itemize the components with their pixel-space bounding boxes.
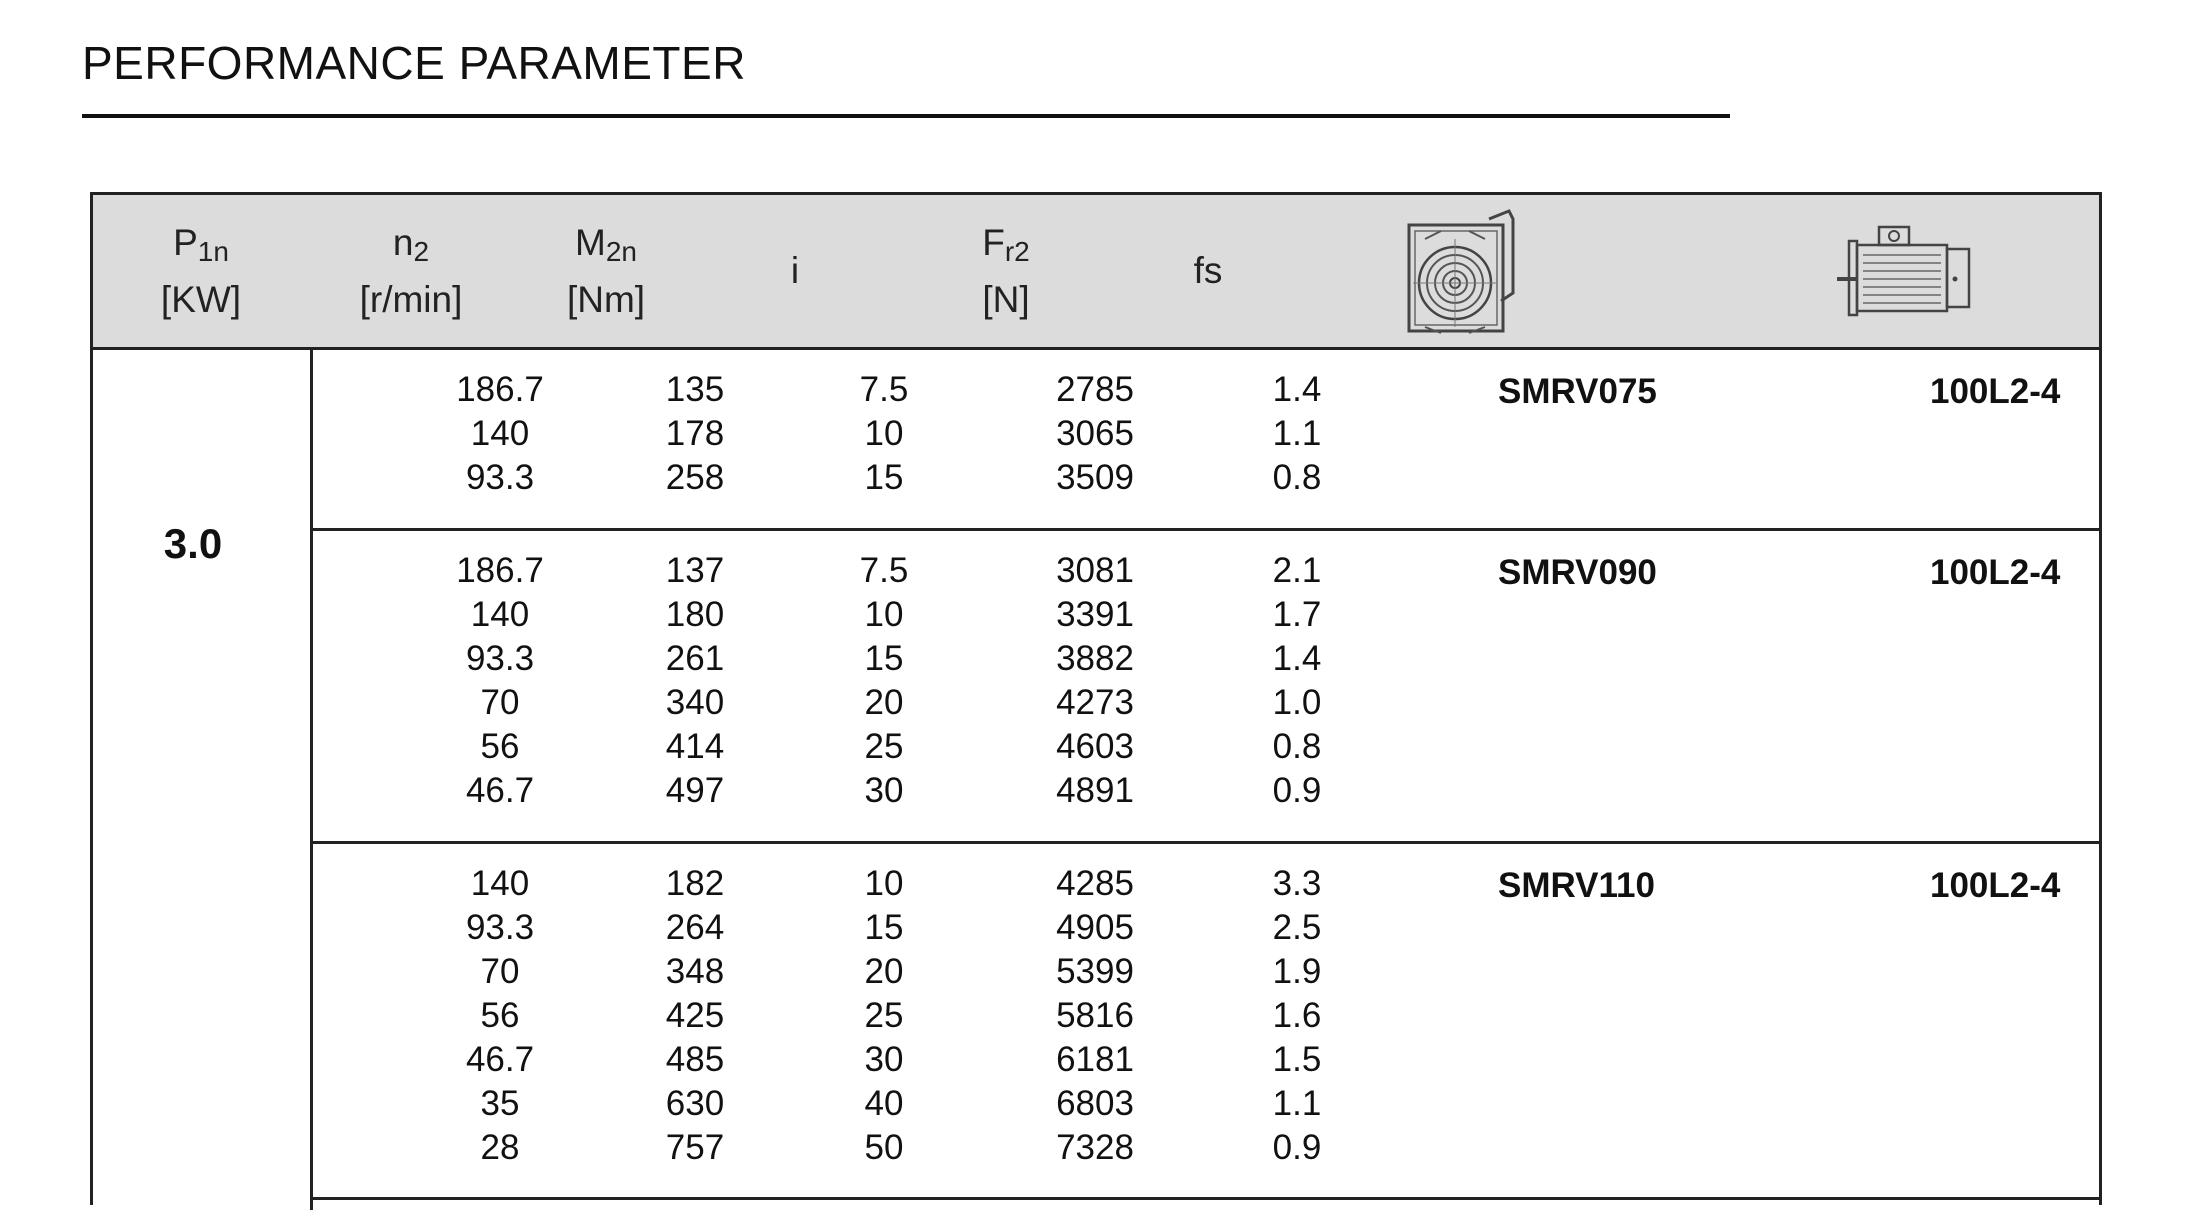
cell-fr2: 5816 — [1056, 996, 1134, 1035]
cell-n2: 35 — [480, 1084, 520, 1123]
table-row — [310, 1084, 2099, 1128]
cell-fs: 0.8 — [1272, 727, 1322, 766]
cell-i: 20 — [864, 952, 904, 991]
motor-model: 100L2-4 — [1930, 372, 2061, 411]
cell-i: 15 — [864, 908, 904, 947]
cell-fr2: 3065 — [1056, 414, 1134, 453]
cell-i: 25 — [864, 996, 904, 1035]
motor-model: 100L2-4 — [1930, 866, 2061, 905]
cell-m2n: 182 — [665, 864, 725, 903]
cell-m2n: 178 — [665, 414, 725, 453]
power-value: 3.0 — [163, 520, 223, 567]
performance-table — [90, 192, 2102, 1205]
cell-fs: 1.1 — [1272, 1084, 1322, 1123]
cell-n2: 93.3 — [465, 908, 535, 947]
cell-fs: 0.9 — [1272, 771, 1322, 810]
cell-fr2: 3509 — [1056, 458, 1134, 497]
cell-n2: 140 — [470, 414, 530, 453]
table-row — [310, 908, 2099, 952]
cell-n2: 56 — [480, 727, 520, 766]
page-title: PERFORMANCE PARAMETER — [82, 37, 746, 89]
cell-i: 7.5 — [859, 551, 909, 590]
cell-fr2: 6803 — [1056, 1084, 1134, 1123]
header-fr2: $F_{r2}$ [N] — [982, 221, 1030, 320]
cell-m2n: 414 — [665, 727, 725, 766]
cell-m2n: 425 — [665, 996, 725, 1035]
title-underline — [82, 114, 1730, 118]
table-row — [310, 727, 2099, 771]
header-i: i — [790, 250, 800, 291]
cell-fs: 3.3 — [1272, 864, 1322, 903]
cell-fr2: 3391 — [1056, 595, 1134, 634]
cell-fs: 2.5 — [1272, 908, 1322, 947]
gearbox-group-smrv075 — [310, 350, 2099, 531]
cell-fr2: 4891 — [1056, 771, 1134, 810]
cell-fr2: 4905 — [1056, 908, 1134, 947]
table-header — [93, 195, 2099, 350]
cell-m2n: 485 — [665, 1040, 725, 1079]
cell-fs: 1.5 — [1272, 1040, 1322, 1079]
cell-m2n: 135 — [665, 370, 725, 409]
cell-i: 25 — [864, 727, 904, 766]
header-fs: fs — [1193, 250, 1223, 291]
cell-i: 30 — [864, 1040, 904, 1079]
cell-m2n: 264 — [665, 908, 725, 947]
cell-m2n: 340 — [665, 683, 725, 722]
group-divider — [310, 1197, 2099, 1200]
motor-model: 100L2-4 — [1930, 553, 2061, 592]
cell-m2n: 630 — [665, 1084, 725, 1123]
cell-i: 7.5 — [859, 370, 909, 409]
cell-fs: 1.4 — [1272, 639, 1322, 678]
cell-n2: 46.7 — [465, 771, 535, 810]
cell-n2: 186.7 — [456, 551, 544, 590]
cell-fr2: 6181 — [1056, 1040, 1134, 1079]
table-row — [310, 370, 2099, 414]
cell-fs: 1.9 — [1272, 952, 1322, 991]
table-row — [310, 683, 2099, 727]
cell-fr2: 5399 — [1056, 952, 1134, 991]
cell-m2n: 348 — [665, 952, 725, 991]
cell-n2: 140 — [470, 595, 530, 634]
cell-fs: 1.1 — [1272, 414, 1322, 453]
cell-fs: 1.0 — [1272, 683, 1322, 722]
cell-n2: 93.3 — [465, 639, 535, 678]
cell-i: 40 — [864, 1084, 904, 1123]
cell-i: 10 — [864, 414, 904, 453]
cell-i: 30 — [864, 771, 904, 810]
gearbox-group-smrv090 — [310, 531, 2099, 844]
cell-fs: 2.1 — [1272, 551, 1322, 590]
table-row — [310, 1040, 2099, 1084]
header-m2n: $M_{2n}$ [Nm] — [566, 221, 646, 320]
cell-fr2: 7328 — [1056, 1128, 1134, 1167]
cell-m2n: 757 — [665, 1128, 725, 1167]
cell-fr2: 3081 — [1056, 551, 1134, 590]
header-n2: $n_2$ [r/min] — [359, 221, 463, 320]
cell-fr2: 4273 — [1056, 683, 1134, 722]
table-row — [310, 458, 2099, 502]
table-row — [310, 952, 2099, 996]
cell-fr2: 4603 — [1056, 727, 1134, 766]
cell-n2: 56 — [480, 996, 520, 1035]
cell-m2n: 180 — [665, 595, 725, 634]
cell-fs: 1.6 — [1272, 996, 1322, 1035]
cell-n2: 70 — [480, 683, 520, 722]
table-row — [310, 864, 2099, 908]
cell-n2: 186.7 — [456, 370, 544, 409]
cell-fs: 0.9 — [1272, 1128, 1322, 1167]
worm-gearbox-icon — [1405, 209, 1517, 337]
cell-fr2: 4285 — [1056, 864, 1134, 903]
cell-n2: 70 — [480, 952, 520, 991]
gearbox-model: SMRV075 — [1498, 372, 1657, 411]
cell-fs: 1.7 — [1272, 595, 1322, 634]
table-row — [310, 595, 2099, 639]
table-row — [310, 639, 2099, 683]
table-row — [310, 414, 2099, 458]
cell-m2n: 137 — [665, 551, 725, 590]
cell-fr2: 3882 — [1056, 639, 1134, 678]
cell-n2: 46.7 — [465, 1040, 535, 1079]
header-p1n: $P_{1n}$ [KW] — [160, 221, 242, 320]
gearbox-model: SMRV110 — [1498, 866, 1655, 905]
cell-i: 10 — [864, 595, 904, 634]
cell-fs: 1.4 — [1272, 370, 1322, 409]
cell-fr2: 2785 — [1056, 370, 1134, 409]
cell-m2n: 497 — [665, 771, 725, 810]
power-column — [93, 350, 313, 1210]
cell-n2: 93.3 — [465, 458, 535, 497]
cell-i: 50 — [864, 1128, 904, 1167]
table-row — [310, 771, 2099, 815]
cell-i: 10 — [864, 864, 904, 903]
gearbox-model: SMRV090 — [1498, 553, 1657, 592]
cell-n2: 28 — [480, 1128, 520, 1167]
cell-m2n: 261 — [665, 639, 725, 678]
table-row — [310, 551, 2099, 595]
gearbox-group-smrv110 — [310, 844, 2099, 1200]
cell-i: 15 — [864, 458, 904, 497]
cell-i: 15 — [864, 639, 904, 678]
cell-fs: 0.8 — [1272, 458, 1322, 497]
table-row — [310, 1128, 2099, 1172]
cell-m2n: 258 — [665, 458, 725, 497]
electric-motor-icon — [1833, 221, 1973, 325]
cell-i: 20 — [864, 683, 904, 722]
table-row — [310, 996, 2099, 1040]
cell-n2: 140 — [470, 864, 530, 903]
